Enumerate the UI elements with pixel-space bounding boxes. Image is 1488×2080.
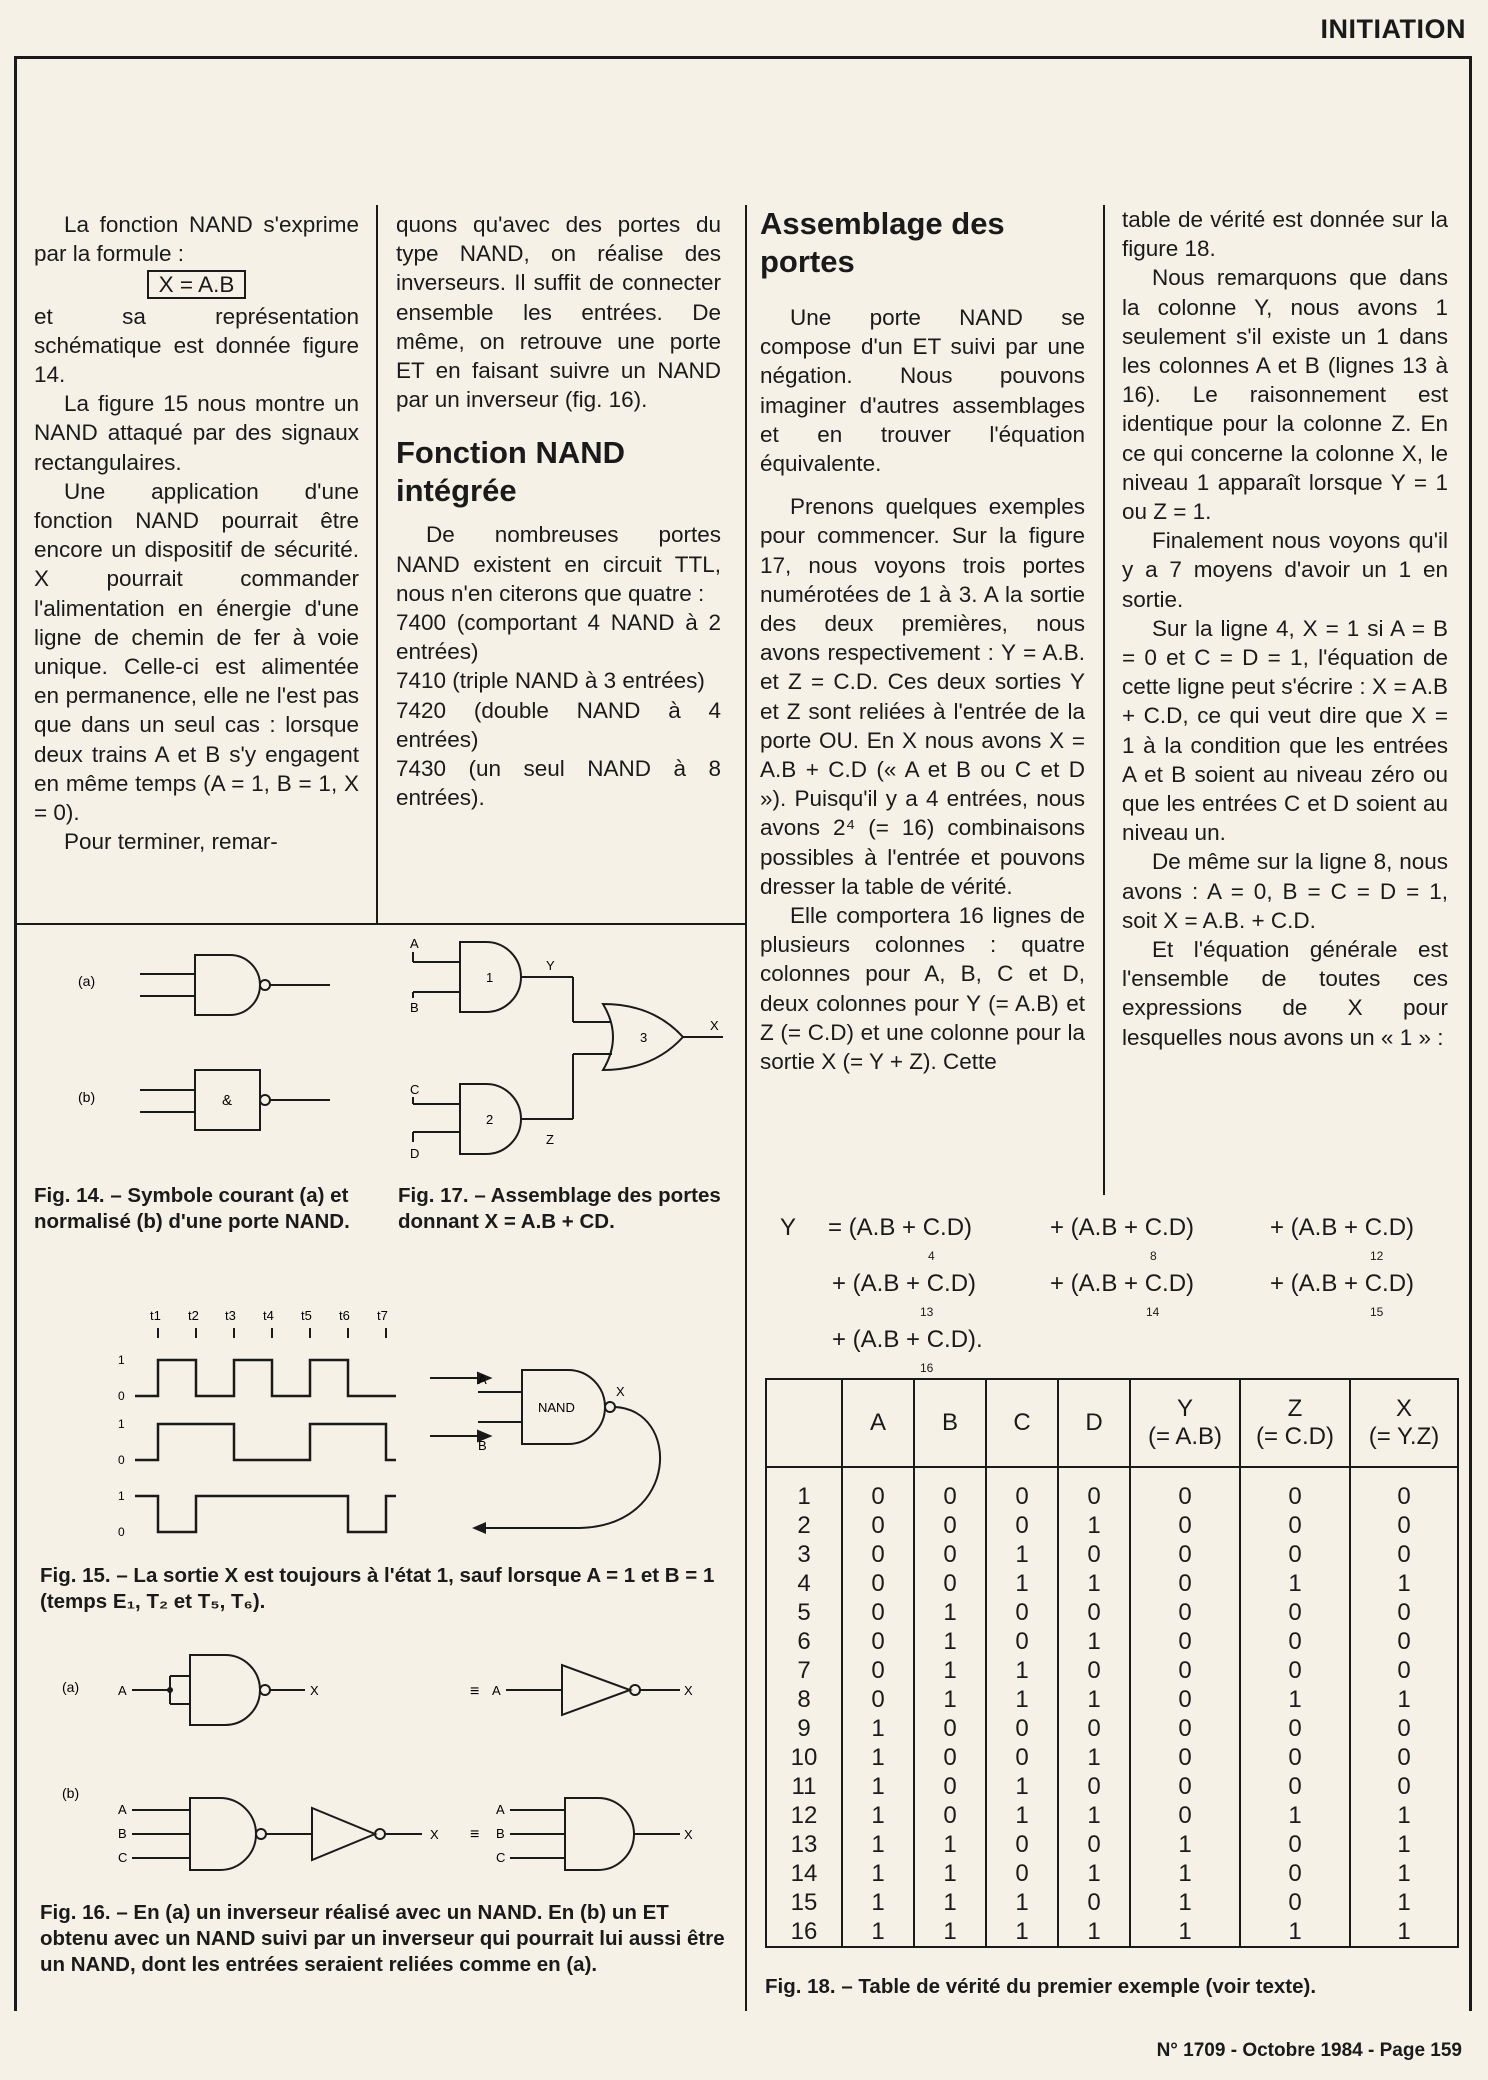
fig18-caption: Fig. 18. – Table de vérité du premier exemple (voir texte). <box>765 1975 1317 1998</box>
table-row <box>767 1743 1457 1772</box>
equation-term: + (A.B + C.D) <box>1050 1270 1195 1297</box>
fig16-input: A <box>118 1683 127 1698</box>
text-column-1 <box>34 210 359 856</box>
table-cell: 1 <box>842 1917 914 1946</box>
fig14-symbol: & <box>222 1092 233 1109</box>
table-cell: 0 <box>1240 1714 1350 1743</box>
fig17-wires <box>413 942 723 1154</box>
table-cell: 1 <box>842 1888 914 1917</box>
table-header: Z (= C.D) <box>1240 1380 1350 1467</box>
table-cell: 0 <box>986 1714 1058 1743</box>
table-cell: 0 <box>1058 1598 1130 1627</box>
frame-top-rule <box>14 56 1472 59</box>
table-cell: 0 <box>1130 1743 1240 1772</box>
fig17-caption: Fig. 17. – Assemblage des portes donnant X = A.B + CD. <box>398 1184 721 1233</box>
table-header: Y (= A.B) <box>1130 1380 1240 1467</box>
table-cell: 0 <box>1058 1888 1130 1917</box>
table-cell: 1 <box>1350 1917 1457 1946</box>
table-row <box>767 1830 1457 1859</box>
table-cell: 1 <box>1350 1569 1457 1598</box>
fig14-label-b: (b) <box>78 1089 96 1105</box>
table-cell: 1 <box>842 1772 914 1801</box>
table-cell: 1 <box>1058 1511 1130 1540</box>
table-cell: 1 <box>1058 1569 1130 1598</box>
level-label: 1 <box>118 1489 125 1503</box>
table-row <box>767 1467 1457 1511</box>
fig15-input: B <box>478 1438 487 1453</box>
fig16-equivalence: ≡ <box>470 1683 480 1700</box>
table-cell: 0 <box>1130 1627 1240 1656</box>
table-cell: 0 <box>1350 1743 1457 1772</box>
frame-left-rule <box>14 56 17 2011</box>
inverter-symbol <box>506 1665 680 1715</box>
table-cell: 0 <box>1350 1656 1457 1685</box>
table-cell: 1 <box>914 1888 986 1917</box>
list-item: 7420 (double NAND à 4 entrées) <box>396 697 721 752</box>
fig15-waveforms <box>135 1360 396 1532</box>
equation-lhs: Y <box>780 1214 797 1241</box>
table-cell: 1 <box>986 1888 1058 1917</box>
section-heading: Fonction NAND intégrée <box>396 435 626 509</box>
table-cell: 0 <box>914 1569 986 1598</box>
table-cell: 0 <box>1058 1540 1130 1569</box>
paragraph: quons qu'avec des portes du type NAND, on réalise des inverseurs. Il suffit de connecter ensemble les entrées. De même, on retrouve une porte ET en faisant suivre un NAND par un inverseur (fig. 16). <box>396 212 721 413</box>
table-cell: 7 <box>797 1657 811 1684</box>
table-cell: 0 <box>986 1598 1058 1627</box>
table-header: D <box>1058 1380 1130 1467</box>
figures-top-rule <box>14 923 747 925</box>
paragraph: Une porte NAND se compose d'un ET suivi par une négation. Nous pouvons imaginer d'autres assemblages et en trouver l'équation équivalente. <box>760 305 1085 477</box>
nand-gate-symbol <box>140 955 330 1015</box>
table-cell: 0 <box>1240 1830 1350 1859</box>
fig15-time-labels <box>150 1308 388 1323</box>
table-cell: 0 <box>842 1598 914 1627</box>
table-cell: 0 <box>1240 1467 1350 1511</box>
time-label: t1 <box>150 1308 161 1323</box>
table-cell: 0 <box>1130 1511 1240 1540</box>
fig16-input: B <box>118 1826 127 1841</box>
fig17-diagram <box>398 932 738 1162</box>
table-cell: 1 <box>1058 1743 1130 1772</box>
fig16-equivalence: ≡ <box>470 1826 480 1843</box>
table-cell: 13 <box>790 1831 818 1858</box>
table-cell: 0 <box>1350 1540 1457 1569</box>
paragraph: table de vérité est donnée sur la figure 18. <box>1122 207 1448 262</box>
fig16-input: A <box>496 1802 505 1817</box>
table-cell: 1 <box>842 1801 914 1830</box>
table-cell: 1 <box>986 1917 1058 1946</box>
table-cell: 0 <box>842 1627 914 1656</box>
table-cell: 0 <box>842 1467 914 1511</box>
table-cell: 3 <box>797 1541 811 1568</box>
paragraph: Nous remarquons que dans la colonne Y, nous avons 1 seulement s'il existe un 1 dans les colonnes A et B (lignes 13 à 16). Le raisonnement est identique pour la colonne Z. En ce qui concerne la colonne X, le niveau 1 apparaît lorsque Y = 1 ou Z = 1. <box>1122 265 1448 525</box>
table-cell: 0 <box>1350 1598 1457 1627</box>
fig16-output: X <box>684 1683 693 1698</box>
paragraph: Elle comportera 16 lignes de plusieurs colonnes : quatre colonnes pour A, B, C et D, deux colonnes pour Y (= A.B) et Z (= C.D) et une colonne pour la sortie X (= Y + Z). Cette <box>760 903 1085 1075</box>
table-cell: 1 <box>914 1859 986 1888</box>
fig16-label-a: (a) <box>62 1679 80 1695</box>
paragraph: Prenons quelques exemples pour commencer. Sur la figure 17, nous voyons trois portes numérotées de 1 à 3. A la sortie des deux premières, nous avons respectivement : Y = A.B. et Z = C.D. Ces deux sorties Y et Z sont reliées à l'entrée de la porte OU. En X nous avons X = A.B + C.D (« A et B ou C et D »). Puisqu'il y a 4 entrées, nous avons 2⁴ (= 16) combinaisons possibles à l'entrée et pouvons dresser la table de vérité. <box>760 494 1085 899</box>
table-cell: 0 <box>986 1467 1058 1511</box>
fig16-input: C <box>496 1850 506 1865</box>
term-line-number: 8 <box>1150 1249 1157 1263</box>
table-cell: 9 <box>797 1715 811 1742</box>
table-row <box>767 1656 1457 1685</box>
table-cell: 8 <box>797 1686 811 1713</box>
table-cell: 0 <box>1240 1656 1350 1685</box>
equation-term: + (A.B + C.D) <box>1270 1214 1415 1241</box>
table-header: C <box>986 1380 1058 1467</box>
table-cell: 10 <box>790 1744 818 1771</box>
table-cell: 0 <box>1130 1772 1240 1801</box>
fig16-input: B <box>496 1826 505 1841</box>
time-label: t5 <box>301 1308 312 1323</box>
level-label: 1 <box>118 1353 125 1367</box>
table-cell: 1 <box>986 1656 1058 1685</box>
fig16-input: A <box>492 1683 501 1698</box>
table-cell: 2 <box>797 1512 811 1539</box>
fig15-gate-label: NAND <box>538 1400 575 1415</box>
time-label: t3 <box>225 1308 236 1323</box>
column-divider-2 <box>745 205 747 923</box>
table-cell: 1 <box>1058 1801 1130 1830</box>
table-row <box>767 1859 1457 1888</box>
table-cell: 0 <box>842 1656 914 1685</box>
fig14-label-a: (a) <box>78 973 96 989</box>
time-label: t7 <box>377 1308 388 1323</box>
paragraph: et sa représentation schématique est donnée figure 14. <box>34 303 359 388</box>
equation-term: + (A.B + C.D) <box>832 1270 977 1297</box>
table-row <box>767 1598 1457 1627</box>
equation-term: = (A.B + C.D) <box>828 1214 973 1241</box>
table-cell: 0 <box>1058 1830 1130 1859</box>
table-cell: 0 <box>1240 1598 1350 1627</box>
table-row <box>767 1772 1457 1801</box>
table-cell: 14 <box>790 1860 818 1887</box>
table-cell: 1 <box>842 1859 914 1888</box>
list-item: 7400 (comportant 4 NAND à 2 entrées) <box>396 610 721 665</box>
table-cell: 0 <box>1240 1743 1350 1772</box>
table-cell: 1 <box>1240 1685 1350 1714</box>
page-footer: N° 1709 - Octobre 1984 - Page 159 <box>1156 2040 1462 2061</box>
table-cell: 11 <box>791 1773 817 1800</box>
table-cell: 0 <box>914 1743 986 1772</box>
time-label: t2 <box>188 1308 199 1323</box>
fig16-input: C <box>118 1850 128 1865</box>
table-cell: 0 <box>914 1467 986 1511</box>
table-cell: 0 <box>1130 1540 1240 1569</box>
table-cell: 1 <box>1350 1685 1457 1714</box>
table-cell: 0 <box>1350 1627 1457 1656</box>
table-cell: 1 <box>1130 1830 1240 1859</box>
table-cell: 1 <box>1058 1859 1130 1888</box>
table-row <box>767 1714 1457 1743</box>
gate-number: 3 <box>640 1030 648 1045</box>
table-row <box>767 1801 1457 1830</box>
list-item: 7430 (un seul NAND à 8 entrées). <box>396 756 721 811</box>
level-label: 0 <box>118 1525 125 1539</box>
gate-number: 1 <box>486 970 494 985</box>
column-divider-1 <box>376 205 378 923</box>
table-cell: 1 <box>797 1483 811 1510</box>
table-cell: 1 <box>1240 1801 1350 1830</box>
fig16-output: X <box>310 1683 319 1698</box>
table-cell: 0 <box>1240 1540 1350 1569</box>
nand-formula: X = A.B <box>34 270 359 299</box>
junction-dot <box>167 1687 173 1693</box>
table-cell: 1 <box>914 1598 986 1627</box>
fig15-caption: Fig. 15. – La sortie X est toujours à l'état 1, sauf lorsque A = 1 et B = 1 (temps E₁, T₂ et T₅, T₆). <box>40 1564 715 1613</box>
list-item: 7410 (triple NAND à 3 entrées) <box>396 668 705 694</box>
paragraph: Et l'équation générale est l'ensemble de toutes ces expressions de X pour lesquelles nous avons un « 1 » : <box>1122 937 1448 1050</box>
table-cell: 0 <box>1130 1714 1240 1743</box>
fig16-label-b: (b) <box>62 1785 80 1801</box>
fig16-diagram <box>40 1640 740 1890</box>
table-cell: 1 <box>914 1685 986 1714</box>
table-cell: 1 <box>1350 1888 1457 1917</box>
table-cell: 1 <box>1058 1627 1130 1656</box>
table-cell: 0 <box>1058 1714 1130 1743</box>
table-cell: 1 <box>1350 1859 1457 1888</box>
table-cell: 1 <box>1350 1801 1457 1830</box>
table-cell: 0 <box>842 1569 914 1598</box>
table-cell: 16 <box>790 1918 818 1945</box>
fig15-nand-gate <box>478 1370 660 1528</box>
table-cell: 1 <box>842 1743 914 1772</box>
table-header: X (= Y.Z) <box>1350 1380 1457 1467</box>
table-cell: 0 <box>1130 1467 1240 1511</box>
table-header: A <box>842 1380 914 1467</box>
table-cell: 1 <box>1350 1830 1457 1859</box>
term-line-number: 12 <box>1370 1249 1384 1263</box>
fig16-nand-inverter <box>132 1655 305 1725</box>
fig16-output: X <box>684 1827 693 1842</box>
fig15-input: A <box>478 1372 487 1387</box>
equation-term: + (A.B + C.D) <box>1050 1214 1195 1241</box>
table-cell: 0 <box>1240 1859 1350 1888</box>
table-cell: 0 <box>842 1685 914 1714</box>
table-row <box>767 1627 1457 1656</box>
level-label: 0 <box>118 1453 125 1467</box>
table-cell: 1 <box>914 1917 986 1946</box>
table-row <box>767 1569 1457 1598</box>
fig14-diagram <box>40 940 360 1140</box>
table-cell: 1 <box>986 1685 1058 1714</box>
fig17-output: X <box>710 1018 719 1033</box>
table-cell: 0 <box>1058 1772 1130 1801</box>
term-line-number: 4 <box>928 1249 935 1263</box>
paragraph: La figure 15 nous montre un NAND attaqué par des signaux rectangulaires. <box>34 391 359 475</box>
table-cell: 0 <box>1350 1467 1457 1511</box>
table-cell: 6 <box>797 1628 811 1655</box>
table-cell: 0 <box>1058 1467 1130 1511</box>
time-label: t4 <box>263 1308 274 1323</box>
table-cell: 0 <box>1350 1511 1457 1540</box>
table-cell: 0 <box>914 1801 986 1830</box>
table-cell: 0 <box>1240 1888 1350 1917</box>
term-line-number: 15 <box>1370 1305 1384 1319</box>
level-label: 0 <box>118 1389 125 1403</box>
gate-number: 2 <box>486 1112 494 1127</box>
table-row <box>767 1917 1457 1946</box>
column-divider-3 <box>1103 205 1105 1195</box>
table-cell: 0 <box>842 1511 914 1540</box>
section-heading: Assemblage des portes <box>760 206 1005 279</box>
table-cell: 1 <box>914 1830 986 1859</box>
paragraph: De nombreuses portes NAND existent en circuit TTL, nous n'en citerons que quatre : <box>396 522 721 606</box>
level-label: 1 <box>118 1417 125 1431</box>
table-cell: 1 <box>842 1714 914 1743</box>
table-cell: 0 <box>1130 1801 1240 1830</box>
table-cell: 1 <box>1058 1685 1130 1714</box>
table-row <box>767 1511 1457 1540</box>
table-cell: 0 <box>1130 1598 1240 1627</box>
table-cell: 0 <box>914 1511 986 1540</box>
table-cell: 0 <box>1130 1685 1240 1714</box>
truth-table <box>767 1380 1457 1946</box>
frame-right-rule <box>1469 56 1472 2011</box>
table-cell: 1 <box>1240 1917 1350 1946</box>
fig16-output: X <box>430 1827 439 1842</box>
table-cell: 0 <box>986 1859 1058 1888</box>
table-cell: 0 <box>914 1540 986 1569</box>
text-column-2 <box>396 210 721 812</box>
fig15-diagram <box>60 1300 730 1560</box>
fig15-level-labels <box>118 1353 125 1539</box>
table-cell: 15 <box>790 1889 818 1916</box>
fig17-input: C <box>410 1082 420 1097</box>
paragraph: Sur la ligne 4, X = 1 si A = B = 0 et C = D = 1, l'équation de cette ligne peut s'écrire : X = A.B + C.D, ce qui veut dire que X = 1 à la condition que les entrées A et B soient au niveau zéro ou que les entrées C et D soient au niveau un. <box>1122 615 1448 846</box>
table-row <box>767 1685 1457 1714</box>
fig16-caption: Fig. 16. – En (a) un inverseur réalisé avec un NAND. En (b) un ET obtenu avec un NAND suivi par un inverseur qui pourrait lui aussi être un NAND, dont les entrées seraient reliées comme en (a). <box>40 1901 725 1976</box>
table-cell: 1 <box>1130 1888 1240 1917</box>
table-cell: 0 <box>986 1830 1058 1859</box>
fig15-tick-marks <box>158 1328 386 1338</box>
fig14-caption: Fig. 14. – Symbole courant (a) et normalisé (b) d'une porte NAND. <box>34 1184 350 1233</box>
fig16-input: A <box>118 1802 127 1817</box>
fig17-output: Y <box>546 958 555 973</box>
table-cell: 0 <box>1240 1772 1350 1801</box>
table-cell: 0 <box>1130 1569 1240 1598</box>
paragraph: Finalement nous voyons qu'il y a 7 moyens d'avoir un 1 en sortie. <box>1122 528 1448 612</box>
table-header: B <box>914 1380 986 1467</box>
figure-divider <box>745 923 747 2011</box>
table-header <box>767 1380 842 1467</box>
table-cell: 0 <box>986 1627 1058 1656</box>
table-cell: 12 <box>790 1802 818 1829</box>
table-cell: 1 <box>842 1830 914 1859</box>
table-cell: 0 <box>914 1772 986 1801</box>
table-cell: 0 <box>1130 1656 1240 1685</box>
text-column-3 <box>760 205 1085 1076</box>
table-cell: 1 <box>986 1540 1058 1569</box>
paragraph: Une application d'une fonction NAND pourrait être encore un dispositif de sécurité. X pourrait commander l'alimentation en énergie d'une ligne de chemin de fer à voie unique. Celle-ci est alimentée en permanence, elle ne l'est pas que dans un seul cas : lorsque deux trains A et B s'y engagent en même temps (A = 1, B = 1, X = 0). <box>34 478 359 826</box>
time-label: t6 <box>339 1308 350 1323</box>
table-cell: 4 <box>797 1570 811 1597</box>
equation-term: + (A.B + C.D). <box>832 1326 983 1353</box>
table-cell: 0 <box>1240 1511 1350 1540</box>
fig15-output: X <box>616 1384 625 1399</box>
table-cell: 0 <box>986 1511 1058 1540</box>
table-cell: 1 <box>986 1569 1058 1598</box>
table-row <box>767 1540 1457 1569</box>
paragraph: De même sur la ligne 8, nous avons : A = 0, B = C = D = 1, soit X = A.B. + C.D. <box>1122 849 1448 933</box>
paragraph: La fonction NAND s'exprime par la formule : <box>34 212 359 267</box>
section-tag: INITIATION <box>1320 14 1466 44</box>
table-cell: 1 <box>986 1772 1058 1801</box>
table-cell: 5 <box>797 1599 811 1626</box>
table-cell: 1 <box>1058 1917 1130 1946</box>
equation-term: + (A.B + C.D) <box>1270 1270 1415 1297</box>
table-cell: 0 <box>914 1714 986 1743</box>
table-cell: 0 <box>1058 1656 1130 1685</box>
fig17-output: Z <box>546 1132 554 1147</box>
general-equation <box>780 1213 1460 1375</box>
table-cell: 0 <box>1350 1772 1457 1801</box>
table-cell: 0 <box>1240 1627 1350 1656</box>
paragraph: Pour terminer, remar- <box>64 829 278 855</box>
table-cell: 1 <box>914 1656 986 1685</box>
fig16-nand-and-chain <box>132 1798 422 1870</box>
table-cell: 1 <box>1240 1569 1350 1598</box>
fig17-input: A <box>410 936 419 951</box>
table-cell: 1 <box>986 1801 1058 1830</box>
table-cell: 1 <box>1130 1917 1240 1946</box>
truth-table-frame <box>765 1378 1459 1948</box>
text-column-4 <box>1122 205 1448 1052</box>
table-cell: 0 <box>842 1540 914 1569</box>
table-row <box>767 1888 1457 1917</box>
table-cell: 1 <box>1130 1859 1240 1888</box>
table-cell: 0 <box>1350 1714 1457 1743</box>
term-line-number: 14 <box>1146 1305 1160 1319</box>
nand-gate-normalized <box>140 1070 330 1130</box>
fig17-input: B <box>410 1000 419 1015</box>
term-line-number: 13 <box>920 1305 934 1319</box>
and-gate-symbol <box>510 1798 680 1870</box>
fig15-feedback-arrow <box>472 1522 486 1534</box>
fig17-input: D <box>410 1146 420 1161</box>
term-line-number: 16 <box>920 1361 934 1375</box>
table-cell: 1 <box>914 1627 986 1656</box>
table-cell: 0 <box>986 1743 1058 1772</box>
